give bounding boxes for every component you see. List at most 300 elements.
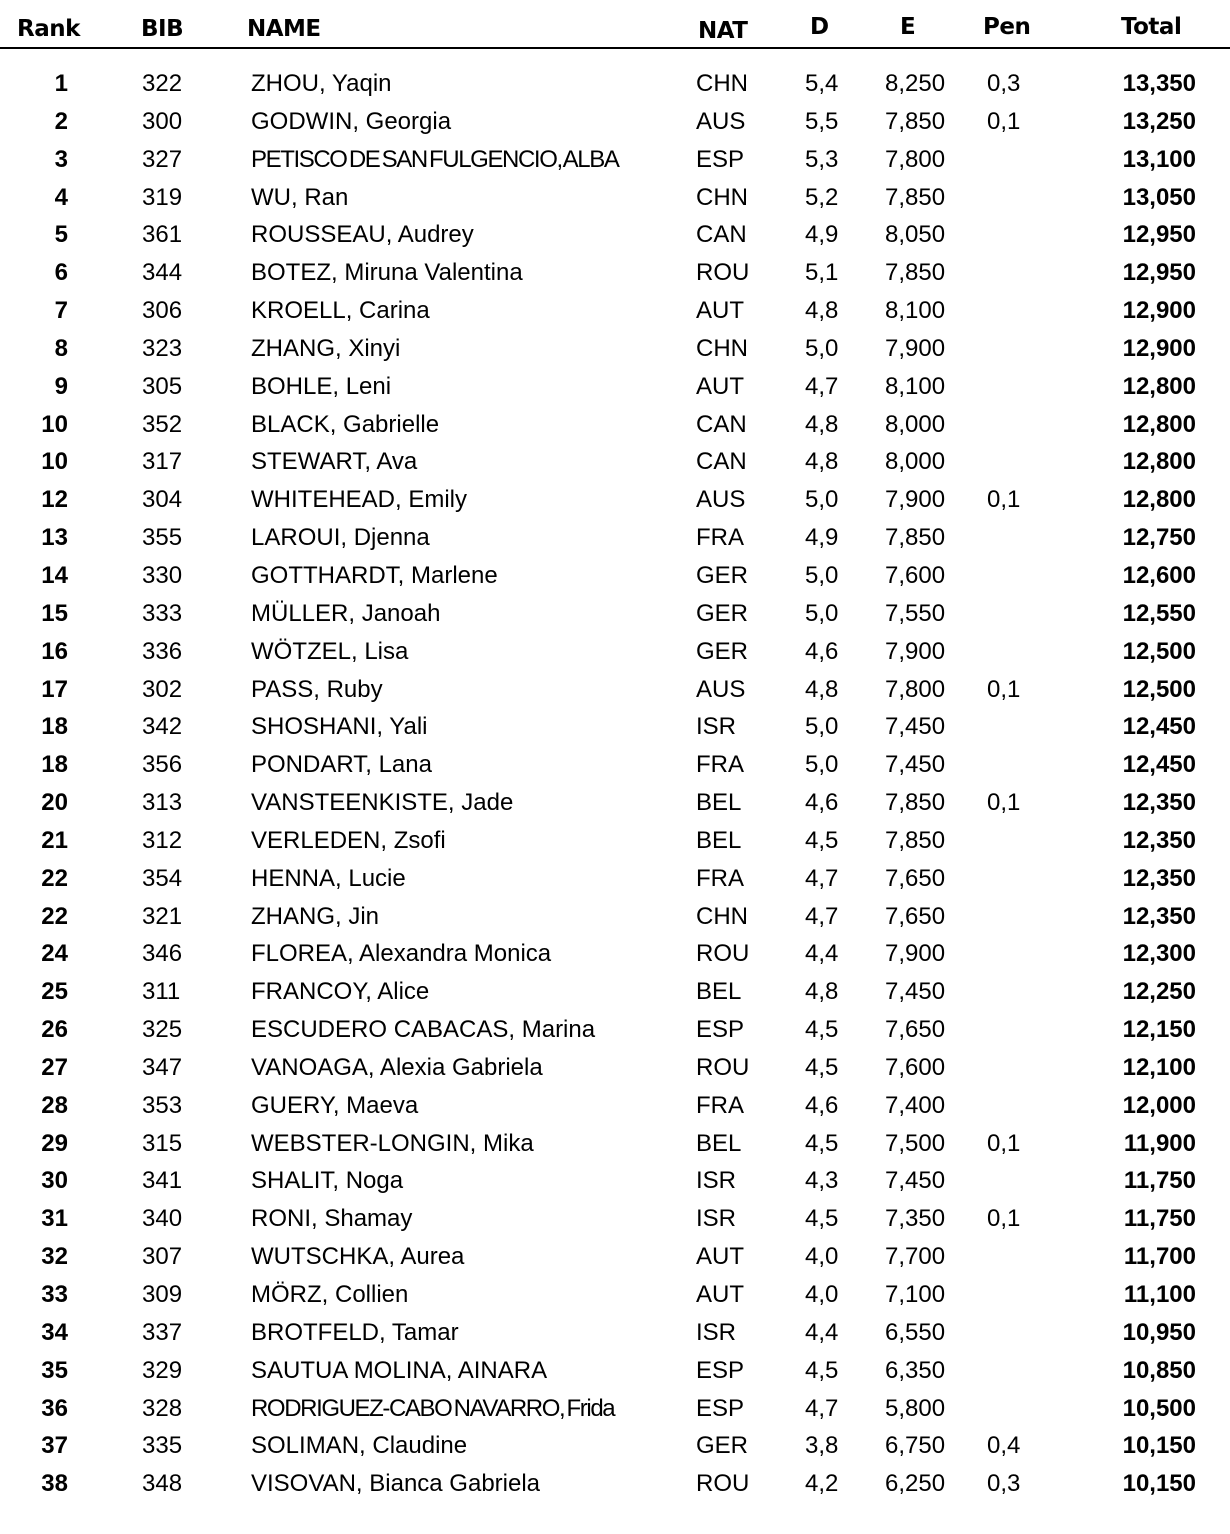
table-row bbox=[0, 216, 1230, 254]
nat-cell: ESP bbox=[696, 1356, 745, 1384]
e-score-cell: 7,900 bbox=[885, 334, 946, 362]
table-row bbox=[0, 330, 1230, 368]
table-row bbox=[0, 822, 1230, 860]
e-score-cell: 8,000 bbox=[885, 410, 946, 438]
rank-cell: 16 bbox=[41, 637, 68, 665]
rank-cell: 13 bbox=[41, 524, 68, 552]
bib-cell: 344 bbox=[142, 259, 183, 287]
penalty-cell: 0,3 bbox=[987, 1470, 1021, 1498]
d-score-cell: 4,7 bbox=[805, 902, 839, 930]
bib-cell: 342 bbox=[142, 713, 183, 741]
nat-cell: ESP bbox=[696, 1016, 745, 1044]
total-cell: 10,150 bbox=[1122, 1432, 1196, 1460]
rank-cell: 1 bbox=[54, 70, 68, 97]
e-score-cell: 7,900 bbox=[885, 637, 946, 665]
e-score-cell: 7,450 bbox=[885, 751, 946, 779]
bib-cell: 305 bbox=[142, 372, 183, 400]
d-score-cell: 4,5 bbox=[805, 1356, 839, 1384]
name-cell: BOHLE, Leni bbox=[251, 372, 392, 400]
d-score-cell: 4,3 bbox=[805, 1167, 839, 1195]
rank-cell: 31 bbox=[41, 1205, 68, 1233]
rank-cell: 15 bbox=[41, 599, 68, 627]
d-score-cell: 5,2 bbox=[805, 183, 839, 211]
column-header-d-score: D bbox=[810, 14, 829, 40]
d-score-cell: 4,8 bbox=[805, 297, 839, 325]
total-cell: 12,450 bbox=[1122, 751, 1196, 779]
table-row bbox=[0, 973, 1230, 1011]
rank-cell: 35 bbox=[41, 1356, 68, 1384]
d-score-cell: 4,0 bbox=[805, 1281, 839, 1308]
bib-cell: 329 bbox=[142, 1356, 183, 1384]
e-score-cell: 7,100 bbox=[885, 1281, 946, 1308]
total-cell: 11,900 bbox=[1123, 1129, 1196, 1157]
table-row bbox=[0, 1087, 1230, 1125]
name-cell: LAROUI, Djenna bbox=[251, 524, 430, 552]
total-cell: 13,350 bbox=[1122, 70, 1196, 97]
table-row bbox=[0, 1314, 1230, 1352]
table-row bbox=[0, 671, 1230, 709]
name-cell: WUTSCHKA, Aurea bbox=[251, 1243, 465, 1271]
name-cell: BLACK, Gabrielle bbox=[251, 410, 440, 438]
rank-cell: 24 bbox=[41, 940, 68, 968]
rank-cell: 36 bbox=[41, 1394, 68, 1422]
rank-cell: 33 bbox=[41, 1281, 68, 1308]
e-score-cell: 7,650 bbox=[885, 902, 946, 930]
nat-cell: CAN bbox=[696, 410, 747, 438]
table-row bbox=[0, 292, 1230, 330]
table-row bbox=[0, 368, 1230, 406]
name-cell: FRANCOY, Alice bbox=[251, 978, 430, 1006]
e-score-cell: 7,900 bbox=[885, 486, 946, 514]
name-cell: FLOREA, Alexandra Monica bbox=[251, 940, 552, 968]
d-score-cell: 4,6 bbox=[805, 1091, 839, 1119]
rank-cell: 10 bbox=[41, 448, 68, 476]
name-cell: PASS, Ruby bbox=[251, 675, 383, 703]
table-row bbox=[0, 1427, 1230, 1465]
e-score-cell: 8,100 bbox=[885, 297, 946, 325]
nat-cell: ISR bbox=[696, 1167, 737, 1195]
total-cell: 12,950 bbox=[1122, 259, 1196, 287]
d-score-cell: 4,0 bbox=[805, 1243, 839, 1271]
nat-cell: BEL bbox=[696, 826, 742, 854]
rank-cell: 5 bbox=[54, 221, 68, 249]
name-cell: BOTEZ, Miruna Valentina bbox=[251, 259, 523, 287]
e-score-cell: 6,550 bbox=[885, 1318, 946, 1346]
rank-cell: 7 bbox=[54, 297, 68, 325]
e-score-cell: 7,850 bbox=[885, 789, 946, 817]
d-score-cell: 5,0 bbox=[805, 599, 839, 627]
table-row bbox=[0, 1162, 1230, 1200]
total-cell: 12,800 bbox=[1122, 448, 1196, 476]
rank-cell: 18 bbox=[41, 713, 68, 741]
bib-cell: 311 bbox=[142, 978, 181, 1006]
total-cell: 11,750 bbox=[1123, 1205, 1196, 1233]
nat-cell: AUT bbox=[696, 297, 744, 325]
d-score-cell: 4,4 bbox=[805, 1318, 839, 1346]
name-cell: ESCUDERO CABACAS, Marina bbox=[251, 1016, 596, 1044]
penalty-cell: 0,4 bbox=[987, 1432, 1021, 1460]
e-score-cell: 7,450 bbox=[885, 713, 946, 741]
name-cell: VANSTEENKISTE, Jade bbox=[251, 789, 514, 817]
d-score-cell: 5,0 bbox=[805, 334, 839, 362]
penalty-cell: 0,1 bbox=[987, 1129, 1021, 1157]
d-score-cell: 4,8 bbox=[805, 448, 839, 476]
bib-cell: 312 bbox=[142, 826, 183, 854]
rank-cell: 28 bbox=[41, 1091, 68, 1119]
total-cell: 12,100 bbox=[1122, 1053, 1196, 1081]
nat-cell: ROU bbox=[696, 259, 750, 287]
rank-cell: 22 bbox=[41, 902, 68, 930]
rank-cell: 10 bbox=[41, 410, 68, 438]
d-score-cell: 4,7 bbox=[805, 864, 839, 892]
bib-cell: 355 bbox=[142, 524, 183, 552]
total-cell: 11,700 bbox=[1123, 1243, 1196, 1271]
total-cell: 13,250 bbox=[1122, 107, 1196, 135]
name-cell: ROUSSEAU, Audrey bbox=[251, 221, 474, 249]
e-score-cell: 8,100 bbox=[885, 372, 946, 400]
name-cell: WÖTZEL, Lisa bbox=[251, 637, 409, 665]
bib-cell: 347 bbox=[142, 1053, 183, 1081]
bib-cell: 346 bbox=[142, 940, 183, 968]
nat-cell: ISR bbox=[696, 1205, 737, 1233]
total-cell: 12,000 bbox=[1122, 1091, 1196, 1119]
nat-cell: FRA bbox=[696, 751, 744, 779]
name-cell: VERLEDEN, Zsofi bbox=[251, 826, 446, 854]
e-score-cell: 6,250 bbox=[885, 1470, 946, 1498]
e-score-cell: 7,800 bbox=[885, 675, 946, 703]
table-row bbox=[0, 935, 1230, 973]
d-score-cell: 5,3 bbox=[805, 145, 839, 173]
total-cell: 12,350 bbox=[1122, 864, 1196, 892]
total-cell: 12,500 bbox=[1122, 675, 1196, 703]
bib-cell: 317 bbox=[142, 448, 183, 476]
e-score-cell: 7,350 bbox=[885, 1205, 946, 1233]
nat-cell: ESP bbox=[696, 1394, 745, 1422]
e-score-cell: 7,850 bbox=[885, 524, 946, 552]
rank-cell: 4 bbox=[54, 183, 68, 211]
total-cell: 12,900 bbox=[1122, 334, 1196, 362]
name-cell: ZHANG, Jin bbox=[251, 902, 380, 930]
name-cell: SHALIT, Noga bbox=[251, 1167, 404, 1195]
d-score-cell: 4,8 bbox=[805, 978, 839, 1006]
bib-cell: 361 bbox=[142, 221, 183, 249]
total-cell: 11,750 bbox=[1123, 1167, 1196, 1195]
column-header-rank: Rank bbox=[17, 16, 80, 42]
total-cell: 12,550 bbox=[1122, 599, 1196, 627]
name-cell: WEBSTER-LONGIN, Mika bbox=[251, 1129, 534, 1157]
bib-cell: 300 bbox=[142, 107, 183, 135]
bib-cell: 348 bbox=[142, 1470, 183, 1498]
bib-cell: 302 bbox=[142, 675, 183, 703]
bib-cell: 354 bbox=[142, 864, 183, 892]
e-score-cell: 6,350 bbox=[885, 1356, 946, 1384]
table-row bbox=[0, 1352, 1230, 1390]
nat-cell: ISR bbox=[696, 1318, 737, 1346]
total-cell: 12,950 bbox=[1122, 221, 1196, 249]
nat-cell: CAN bbox=[696, 448, 747, 476]
name-cell: PETISCO DE SAN FULGENCIO, ALBA bbox=[251, 145, 619, 173]
rank-cell: 32 bbox=[41, 1243, 68, 1271]
total-cell: 10,950 bbox=[1122, 1318, 1196, 1346]
name-cell: SOLIMAN, Claudine bbox=[251, 1432, 468, 1460]
d-score-cell: 4,5 bbox=[805, 1053, 839, 1081]
bib-cell: 327 bbox=[142, 145, 183, 173]
name-cell: PONDART, Lana bbox=[251, 751, 432, 779]
d-score-cell: 4,4 bbox=[805, 940, 839, 968]
rank-cell: 34 bbox=[41, 1318, 68, 1346]
bib-cell: 341 bbox=[142, 1167, 183, 1195]
table-row bbox=[0, 1049, 1230, 1087]
total-cell: 12,800 bbox=[1122, 486, 1196, 514]
e-score-cell: 7,650 bbox=[885, 1016, 946, 1044]
rank-cell: 17 bbox=[41, 675, 68, 703]
rank-cell: 20 bbox=[41, 789, 68, 817]
nat-cell: CHN bbox=[696, 183, 748, 211]
nat-cell: GER bbox=[696, 561, 749, 589]
d-score-cell: 5,0 bbox=[805, 713, 839, 741]
results-table-body bbox=[0, 65, 1230, 1503]
nat-cell: CHN bbox=[696, 70, 748, 97]
rank-cell: 27 bbox=[41, 1053, 68, 1081]
rank-cell: 37 bbox=[41, 1432, 68, 1460]
bib-cell: 330 bbox=[142, 561, 183, 589]
e-score-cell: 7,850 bbox=[885, 107, 946, 135]
name-cell: SAUTUA MOLINA, AINARA bbox=[251, 1356, 548, 1384]
d-score-cell: 4,5 bbox=[805, 1016, 839, 1044]
penalty-cell: 0,3 bbox=[987, 70, 1021, 97]
rank-cell: 38 bbox=[41, 1470, 68, 1498]
rank-cell: 22 bbox=[41, 864, 68, 892]
bib-cell: 328 bbox=[142, 1394, 183, 1422]
table-row bbox=[0, 784, 1230, 822]
nat-cell: AUT bbox=[696, 1281, 744, 1308]
name-cell: SHOSHANI, Yali bbox=[251, 713, 428, 741]
table-row bbox=[0, 443, 1230, 481]
d-score-cell: 3,8 bbox=[805, 1432, 839, 1460]
e-score-cell: 7,650 bbox=[885, 864, 946, 892]
name-cell: HENNA, Lucie bbox=[251, 864, 406, 892]
bib-cell: 304 bbox=[142, 486, 183, 514]
bib-cell: 321 bbox=[142, 902, 183, 930]
d-score-cell: 4,5 bbox=[805, 1205, 839, 1233]
total-cell: 12,800 bbox=[1122, 372, 1196, 400]
bib-cell: 325 bbox=[142, 1016, 183, 1044]
name-cell: MÜLLER, Janoah bbox=[251, 599, 441, 627]
e-score-cell: 7,850 bbox=[885, 259, 946, 287]
column-header-total: Total bbox=[1121, 14, 1182, 40]
e-score-cell: 7,550 bbox=[885, 599, 946, 627]
d-score-cell: 5,0 bbox=[805, 751, 839, 779]
column-header-nat: NAT bbox=[698, 18, 748, 44]
bib-cell: 333 bbox=[142, 599, 183, 627]
e-score-cell: 7,900 bbox=[885, 940, 946, 968]
name-cell: ZHOU, Yaqin bbox=[251, 70, 392, 97]
nat-cell: GER bbox=[696, 637, 749, 665]
column-header-e-score: E bbox=[900, 14, 916, 40]
nat-cell: GER bbox=[696, 1432, 749, 1460]
bib-cell: 306 bbox=[142, 297, 183, 325]
table-row bbox=[0, 898, 1230, 936]
rank-cell: 30 bbox=[41, 1167, 68, 1195]
e-score-cell: 7,450 bbox=[885, 1167, 946, 1195]
total-cell: 13,100 bbox=[1122, 145, 1196, 173]
table-row bbox=[0, 65, 1230, 103]
bib-cell: 322 bbox=[142, 70, 183, 97]
e-score-cell: 7,850 bbox=[885, 826, 946, 854]
d-score-cell: 5,0 bbox=[805, 486, 839, 514]
nat-cell: AUS bbox=[696, 675, 746, 703]
table-row bbox=[0, 179, 1230, 217]
nat-cell: AUT bbox=[696, 372, 744, 400]
column-header-penalty: Pen bbox=[983, 14, 1031, 40]
table-row bbox=[0, 1390, 1230, 1428]
name-cell: WHITEHEAD, Emily bbox=[251, 486, 467, 514]
table-row bbox=[0, 1125, 1230, 1163]
d-score-cell: 4,8 bbox=[805, 675, 839, 703]
d-score-cell: 4,9 bbox=[805, 221, 839, 249]
table-row bbox=[0, 141, 1230, 179]
nat-cell: BEL bbox=[696, 978, 742, 1006]
e-score-cell: 7,800 bbox=[885, 145, 946, 173]
total-cell: 10,150 bbox=[1122, 1470, 1196, 1498]
rank-cell: 9 bbox=[54, 372, 68, 400]
nat-cell: FRA bbox=[696, 524, 744, 552]
total-cell: 12,600 bbox=[1122, 561, 1196, 589]
bib-cell: 307 bbox=[142, 1243, 183, 1271]
table-row bbox=[0, 406, 1230, 444]
e-score-cell: 8,000 bbox=[885, 448, 946, 476]
table-row bbox=[0, 708, 1230, 746]
rank-cell: 29 bbox=[41, 1129, 68, 1157]
e-score-cell: 5,800 bbox=[885, 1394, 946, 1422]
name-cell: RONI, Shamay bbox=[251, 1205, 413, 1233]
nat-cell: FRA bbox=[696, 864, 744, 892]
column-header-name: NAME bbox=[247, 16, 321, 42]
table-row bbox=[0, 1465, 1230, 1503]
nat-cell: ROU bbox=[696, 940, 750, 968]
name-cell: STEWART, Ava bbox=[251, 448, 418, 476]
d-score-cell: 4,2 bbox=[805, 1470, 839, 1498]
name-cell: MÖRZ, Collien bbox=[251, 1281, 409, 1308]
nat-cell: CHN bbox=[696, 334, 748, 362]
total-cell: 12,350 bbox=[1122, 902, 1196, 930]
d-score-cell: 4,6 bbox=[805, 637, 839, 665]
bib-cell: 356 bbox=[142, 751, 183, 779]
rank-cell: 26 bbox=[41, 1016, 68, 1044]
table-row bbox=[0, 481, 1230, 519]
rank-cell: 8 bbox=[54, 334, 68, 362]
total-cell: 12,500 bbox=[1122, 637, 1196, 665]
bib-cell: 352 bbox=[142, 410, 183, 438]
total-cell: 12,350 bbox=[1122, 826, 1196, 854]
table-row bbox=[0, 1011, 1230, 1049]
name-cell: ZHANG, Xinyi bbox=[251, 334, 401, 362]
total-cell: 12,350 bbox=[1122, 789, 1196, 817]
total-cell: 12,800 bbox=[1122, 410, 1196, 438]
d-score-cell: 5,4 bbox=[805, 70, 839, 97]
d-score-cell: 4,5 bbox=[805, 826, 839, 854]
e-score-cell: 7,850 bbox=[885, 183, 946, 211]
penalty-cell: 0,1 bbox=[987, 675, 1021, 703]
table-row bbox=[0, 254, 1230, 292]
rank-cell: 3 bbox=[54, 145, 68, 173]
nat-cell: AUS bbox=[696, 107, 746, 135]
e-score-cell: 8,250 bbox=[885, 70, 946, 97]
name-cell: KROELL, Carina bbox=[251, 297, 430, 325]
penalty-cell: 0,1 bbox=[987, 486, 1021, 514]
bib-cell: 313 bbox=[142, 789, 183, 817]
table-row bbox=[0, 557, 1230, 595]
d-score-cell: 5,0 bbox=[805, 561, 839, 589]
e-score-cell: 7,700 bbox=[885, 1243, 946, 1271]
nat-cell: ISR bbox=[696, 713, 737, 741]
nat-cell: AUS bbox=[696, 486, 746, 514]
bib-cell: 335 bbox=[142, 1432, 183, 1460]
table-row bbox=[0, 1200, 1230, 1238]
nat-cell: BEL bbox=[696, 1129, 742, 1157]
penalty-cell: 0,1 bbox=[987, 1205, 1021, 1233]
rank-cell: 25 bbox=[41, 978, 68, 1006]
nat-cell: ROU bbox=[696, 1053, 750, 1081]
bib-cell: 353 bbox=[142, 1091, 183, 1119]
total-cell: 13,050 bbox=[1122, 183, 1196, 211]
nat-cell: ESP bbox=[696, 145, 745, 173]
nat-cell: CAN bbox=[696, 221, 747, 249]
e-score-cell: 7,600 bbox=[885, 1053, 946, 1081]
nat-cell: FRA bbox=[696, 1091, 744, 1119]
table-row bbox=[0, 860, 1230, 898]
d-score-cell: 4,9 bbox=[805, 524, 839, 552]
table-row bbox=[0, 746, 1230, 784]
table-row bbox=[0, 103, 1230, 141]
bib-cell: 336 bbox=[142, 637, 183, 665]
d-score-cell: 4,8 bbox=[805, 410, 839, 438]
rank-cell: 18 bbox=[41, 751, 68, 779]
total-cell: 12,150 bbox=[1122, 1016, 1196, 1044]
rank-cell: 2 bbox=[54, 107, 68, 135]
e-score-cell: 7,400 bbox=[885, 1091, 946, 1119]
name-cell: GUERY, Maeva bbox=[251, 1091, 419, 1119]
d-score-cell: 4,5 bbox=[805, 1129, 839, 1157]
d-score-cell: 4,7 bbox=[805, 372, 839, 400]
total-cell: 12,250 bbox=[1122, 978, 1196, 1006]
bib-cell: 309 bbox=[142, 1281, 183, 1308]
e-score-cell: 6,750 bbox=[885, 1432, 946, 1460]
column-header-bib: BIB bbox=[141, 16, 184, 42]
nat-cell: CHN bbox=[696, 902, 748, 930]
table-row bbox=[0, 1238, 1230, 1276]
table-row bbox=[0, 519, 1230, 557]
d-score-cell: 4,7 bbox=[805, 1394, 839, 1422]
total-cell: 10,850 bbox=[1122, 1356, 1196, 1384]
name-cell: VANOAGA, Alexia Gabriela bbox=[251, 1053, 543, 1081]
d-score-cell: 4,6 bbox=[805, 789, 839, 817]
bib-cell: 315 bbox=[142, 1129, 183, 1157]
name-cell: BROTFELD, Tamar bbox=[251, 1318, 459, 1346]
rank-cell: 21 bbox=[41, 826, 68, 854]
total-cell: 12,900 bbox=[1122, 297, 1196, 325]
total-cell: 11,100 bbox=[1123, 1281, 1196, 1308]
bib-cell: 319 bbox=[142, 183, 183, 211]
bib-cell: 323 bbox=[142, 334, 183, 362]
name-cell: GOTTHARDT, Marlene bbox=[251, 561, 498, 589]
bib-cell: 337 bbox=[142, 1318, 183, 1346]
e-score-cell: 7,600 bbox=[885, 561, 946, 589]
e-score-cell: 7,500 bbox=[885, 1129, 946, 1157]
name-cell: RODRIGUEZ-CABO NAVARRO, Frida bbox=[251, 1394, 615, 1422]
total-cell: 12,450 bbox=[1122, 713, 1196, 741]
table-row bbox=[0, 595, 1230, 633]
